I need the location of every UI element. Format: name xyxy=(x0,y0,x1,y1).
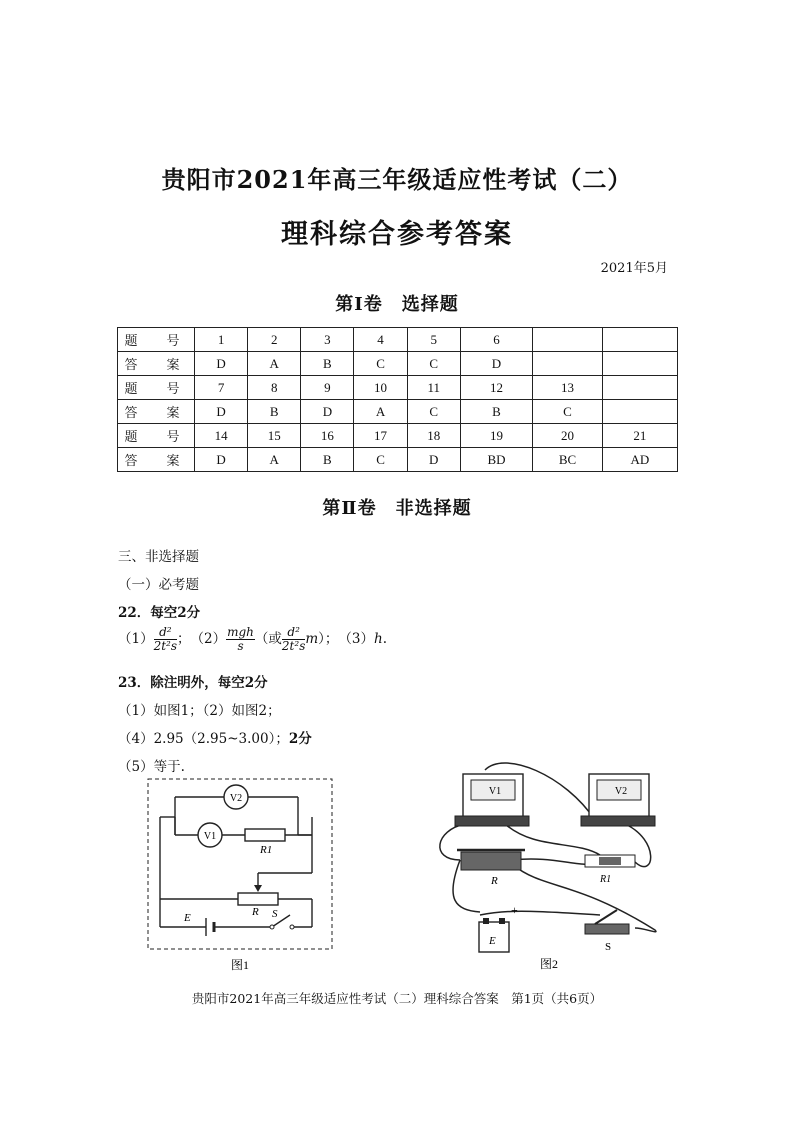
label-v1: V1 xyxy=(203,831,217,842)
row-label: 答 案 xyxy=(118,400,195,424)
table-cell: C xyxy=(533,400,603,424)
table-cell: 11 xyxy=(407,376,460,400)
table-cell: 19 xyxy=(460,424,532,448)
q23-line-1: （1）如图1；（2）如图2； xyxy=(118,703,281,719)
table-cell: 13 xyxy=(533,376,603,400)
table-cell: 1 xyxy=(195,328,248,352)
q22-part1-label: （1） xyxy=(118,631,154,647)
q23-line-2-score: 2分 xyxy=(288,731,312,747)
table-cell: B xyxy=(460,400,532,424)
table-cell: 9 xyxy=(301,376,354,400)
table-cell: 20 xyxy=(533,424,603,448)
table-cell: B xyxy=(248,400,301,424)
table-cell: D xyxy=(460,352,532,376)
table-cell: D xyxy=(407,448,460,472)
q22-separator: ； （2） xyxy=(177,631,227,647)
table-cell xyxy=(602,376,677,400)
table-row xyxy=(118,400,678,424)
table-cell: 14 xyxy=(195,424,248,448)
part2-heading: 第Ⅱ卷 非选择题 xyxy=(322,498,472,519)
table-row xyxy=(118,376,678,400)
q22-height-symbol: h xyxy=(374,631,383,647)
resistor-body-icon xyxy=(599,857,621,865)
label-r1: R1 xyxy=(600,874,612,885)
table-cell xyxy=(602,400,677,424)
part1-heading: 第Ⅰ卷 选择题 xyxy=(335,294,459,315)
table-cell: D xyxy=(195,352,248,376)
table-cell: 21 xyxy=(602,424,677,448)
table-cell: 5 xyxy=(407,328,460,352)
row-label: 题 号 xyxy=(118,424,195,448)
meter-base-icon xyxy=(455,816,529,826)
meter-base-icon xyxy=(581,816,655,826)
table-cell: 17 xyxy=(354,424,407,448)
q23-line-2 xyxy=(118,727,312,747)
document-subtitle: 理科综合参考答案 xyxy=(281,219,513,250)
table-row xyxy=(118,328,678,352)
table-cell: A xyxy=(354,400,407,424)
label-s: S xyxy=(272,908,278,920)
resistor-r1-icon xyxy=(245,829,285,841)
row-label: 题 号 xyxy=(118,328,195,352)
figure-2-caption: 图2 xyxy=(539,957,559,971)
subsection-heading: （一）必考题 xyxy=(118,577,199,593)
q23-line-2-text: （4）2.95（2.95~3.00）； xyxy=(118,731,289,747)
table-cell: BC xyxy=(533,448,603,472)
answer-table xyxy=(117,327,678,472)
table-cell: 15 xyxy=(248,424,301,448)
table-row xyxy=(118,448,678,472)
fraction-numerator: d² xyxy=(282,626,305,640)
table-cell: 16 xyxy=(301,424,354,448)
label-e: E xyxy=(489,935,496,947)
row-label: 答 案 xyxy=(118,352,195,376)
rheostat-icon xyxy=(238,893,278,905)
table-cell: C xyxy=(354,448,407,472)
page-footer: 贵阳市2021年高三年级适应性考试（二）理科综合答案 第1页（共6页） xyxy=(191,991,603,1006)
table-cell: 4 xyxy=(354,328,407,352)
q23-title: 23．除注明外，每空2分 xyxy=(118,675,268,691)
table-cell: 2 xyxy=(248,328,301,352)
figure-1-caption: 图1 xyxy=(230,958,250,972)
fraction-denominator: 2t²s xyxy=(153,639,178,653)
document-date: 2021年5月 xyxy=(600,261,668,276)
rheostat-device-icon xyxy=(461,852,521,870)
fraction-numerator: d² xyxy=(154,626,177,640)
table-cell: C xyxy=(407,400,460,424)
document-title: 贵阳市2021年高三年级适应性考试（二） xyxy=(161,165,633,194)
figure-1-circuit xyxy=(140,775,340,975)
section-heading: 三、非选择题 xyxy=(118,549,199,565)
q22-answers xyxy=(118,624,387,654)
table-cell xyxy=(533,352,603,376)
table-cell: A xyxy=(248,448,301,472)
table-cell: C xyxy=(354,352,407,376)
q22-alt-open: （或 xyxy=(254,631,282,647)
table-cell: C xyxy=(407,352,460,376)
label-r: R xyxy=(491,875,498,887)
label-v2: V2 xyxy=(614,786,628,797)
label-r: R xyxy=(252,906,259,918)
q22-end: . xyxy=(382,631,388,647)
label-r1: R1 xyxy=(260,844,273,856)
table-cell: 7 xyxy=(195,376,248,400)
label-v2: V2 xyxy=(229,793,243,804)
table-row xyxy=(118,352,678,376)
table-cell: D xyxy=(195,448,248,472)
label-v1: V1 xyxy=(488,786,502,797)
q22-title: 22．每空2分 xyxy=(118,605,201,621)
q23-line-3: （5）等于. xyxy=(118,759,185,775)
table-cell: 6 xyxy=(460,328,532,352)
q22-fraction-1 xyxy=(154,626,177,653)
q22-alt-close: ）； （3） xyxy=(318,631,375,647)
table-cell: 18 xyxy=(407,424,460,448)
fraction-denominator: 2t²s xyxy=(281,639,306,653)
table-cell: D xyxy=(195,400,248,424)
switch-device-icon xyxy=(585,924,629,934)
table-cell: BD xyxy=(460,448,532,472)
table-cell: A xyxy=(248,352,301,376)
table-cell xyxy=(602,328,677,352)
table-cell: 3 xyxy=(301,328,354,352)
table-cell: AD xyxy=(602,448,677,472)
slider-arrow-icon xyxy=(254,885,262,892)
q22-fraction-2 xyxy=(226,626,255,653)
table-row xyxy=(118,424,678,448)
q22-fraction-3 xyxy=(282,626,305,653)
table-cell: D xyxy=(301,400,354,424)
q22-mass-symbol: m xyxy=(305,631,319,647)
battery-terminal-icon xyxy=(499,918,505,924)
fraction-numerator: mgh xyxy=(227,625,254,639)
table-cell xyxy=(533,328,603,352)
table-cell: B xyxy=(301,352,354,376)
table-cell: 12 xyxy=(460,376,532,400)
table-cell xyxy=(602,352,677,376)
row-label: 题 号 xyxy=(118,376,195,400)
table-cell: B xyxy=(301,448,354,472)
fraction-denominator: s xyxy=(237,639,244,653)
label-e: E xyxy=(184,912,191,924)
switch-contact-icon xyxy=(270,925,274,929)
row-label: 答 案 xyxy=(118,448,195,472)
label-plus: + xyxy=(511,903,518,917)
switch-contact-icon xyxy=(290,925,294,929)
table-cell: 8 xyxy=(248,376,301,400)
label-s: S xyxy=(605,941,612,953)
figure-2-wiring xyxy=(425,760,665,974)
battery-terminal-icon xyxy=(483,918,489,924)
switch-lever-icon xyxy=(595,910,617,924)
table-cell: 10 xyxy=(354,376,407,400)
